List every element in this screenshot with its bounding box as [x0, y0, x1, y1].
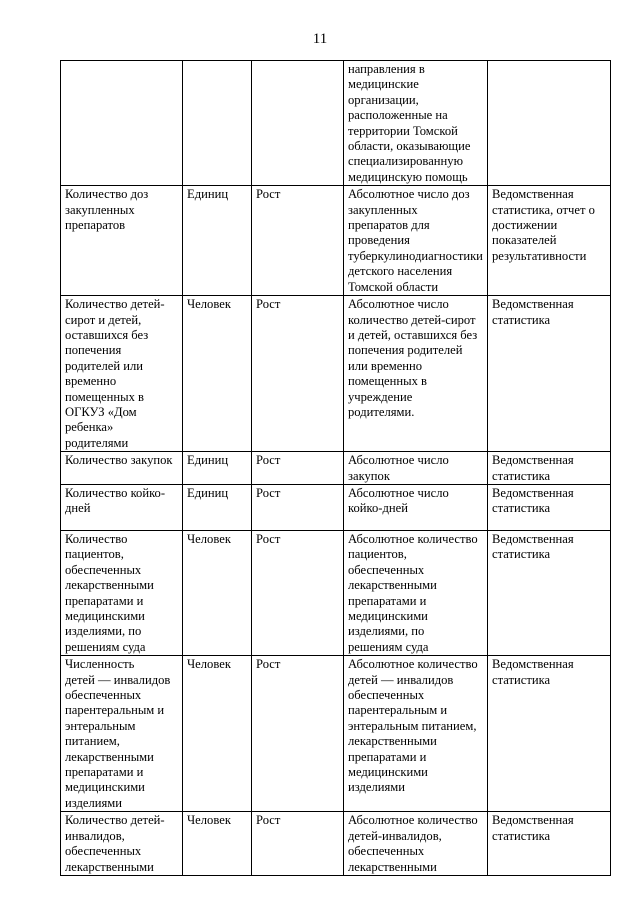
unit-cell: Человек	[183, 812, 252, 876]
source-cell: Ведомственная статистика, отчет о достижении показателей результативности	[488, 186, 611, 296]
indicators-table	[60, 60, 611, 876]
indicator-cell: Количество детей- инвалидов, обеспеченных лекарственными	[61, 812, 183, 876]
description-cell: Абсолютное число доз закупленных препаратов для проведения туберкулинодиагностики детского населения Томской области	[344, 186, 488, 296]
table-row	[61, 530, 611, 655]
source-cell: Ведомственная статистика	[488, 296, 611, 452]
table-row	[61, 812, 611, 876]
description-cell: Абсолютное количество пациентов, обеспеченных лекарственными препаратами и медицинскими изделиями, по решениям суда	[344, 530, 488, 655]
source-cell: Ведомственная статистика	[488, 530, 611, 655]
trend-cell: Рост	[252, 656, 344, 812]
source-cell: Ведомственная статистика	[488, 656, 611, 812]
indicator-cell: Количество пациентов, обеспеченных лекарственными препаратами и медицинскими изделиями, по решениям суда	[61, 530, 183, 655]
unit-cell: Человек	[183, 656, 252, 812]
trend-cell: Рост	[252, 296, 344, 452]
trend-cell: Рост	[252, 530, 344, 655]
indicator-cell	[61, 61, 183, 186]
source-cell: Ведомственная статистика	[488, 452, 611, 485]
indicator-cell: Численность детей — инвалидов обеспеченных парентеральным и энтеральным питанием, лекарственными препаратами и медицинскими изделиями	[61, 656, 183, 812]
description-cell: Абсолютное число количество детей-сирот и детей, оставшихся без попечения родителей или временно помещенных в учреждение родителями.	[344, 296, 488, 452]
source-cell: Ведомственная статистика	[488, 484, 611, 530]
trend-cell: Рост	[252, 186, 344, 296]
description-cell: Абсолютное число койко-дней	[344, 484, 488, 530]
table-row	[61, 452, 611, 485]
table-row	[61, 296, 611, 452]
description-cell: Абсолютное количество детей — инвалидов обеспеченных парентеральным и энтеральным питанием, лекарственными препаратами и медицинскими изделиями	[344, 656, 488, 812]
source-cell: Ведомственная статистика	[488, 812, 611, 876]
table-row	[61, 186, 611, 296]
unit-cell: Единиц	[183, 452, 252, 485]
page-number: 11	[312, 31, 328, 47]
indicator-cell: Количество детей- сирот и детей, оставшихся без попечения родителей или временно помещенных в ОГКУЗ «Дом ребенка» родителями	[61, 296, 183, 452]
table-row	[61, 656, 611, 812]
trend-cell: Рост	[252, 452, 344, 485]
unit-cell: Единиц	[183, 484, 252, 530]
unit-cell	[183, 61, 252, 186]
unit-cell: Единиц	[183, 186, 252, 296]
description-cell: Абсолютное число закупок	[344, 452, 488, 485]
description-cell: направления в медицинские организации, расположенные на территории Томской области, оказывающие специализированную медицинскую помощь	[344, 61, 488, 186]
unit-cell: Человек	[183, 296, 252, 452]
unit-cell: Человек	[183, 530, 252, 655]
trend-cell	[252, 61, 344, 186]
table-row	[61, 61, 611, 186]
source-cell	[488, 61, 611, 186]
indicator-cell: Количество койко- дней	[61, 484, 183, 530]
table-row	[61, 484, 611, 530]
trend-cell: Рост	[252, 812, 344, 876]
indicator-cell: Количество доз закупленных препаратов	[61, 186, 183, 296]
indicator-cell: Количество закупок	[61, 452, 183, 485]
trend-cell: Рост	[252, 484, 344, 530]
description-cell: Абсолютное количество детей-инвалидов, обеспеченных лекарственными	[344, 812, 488, 876]
